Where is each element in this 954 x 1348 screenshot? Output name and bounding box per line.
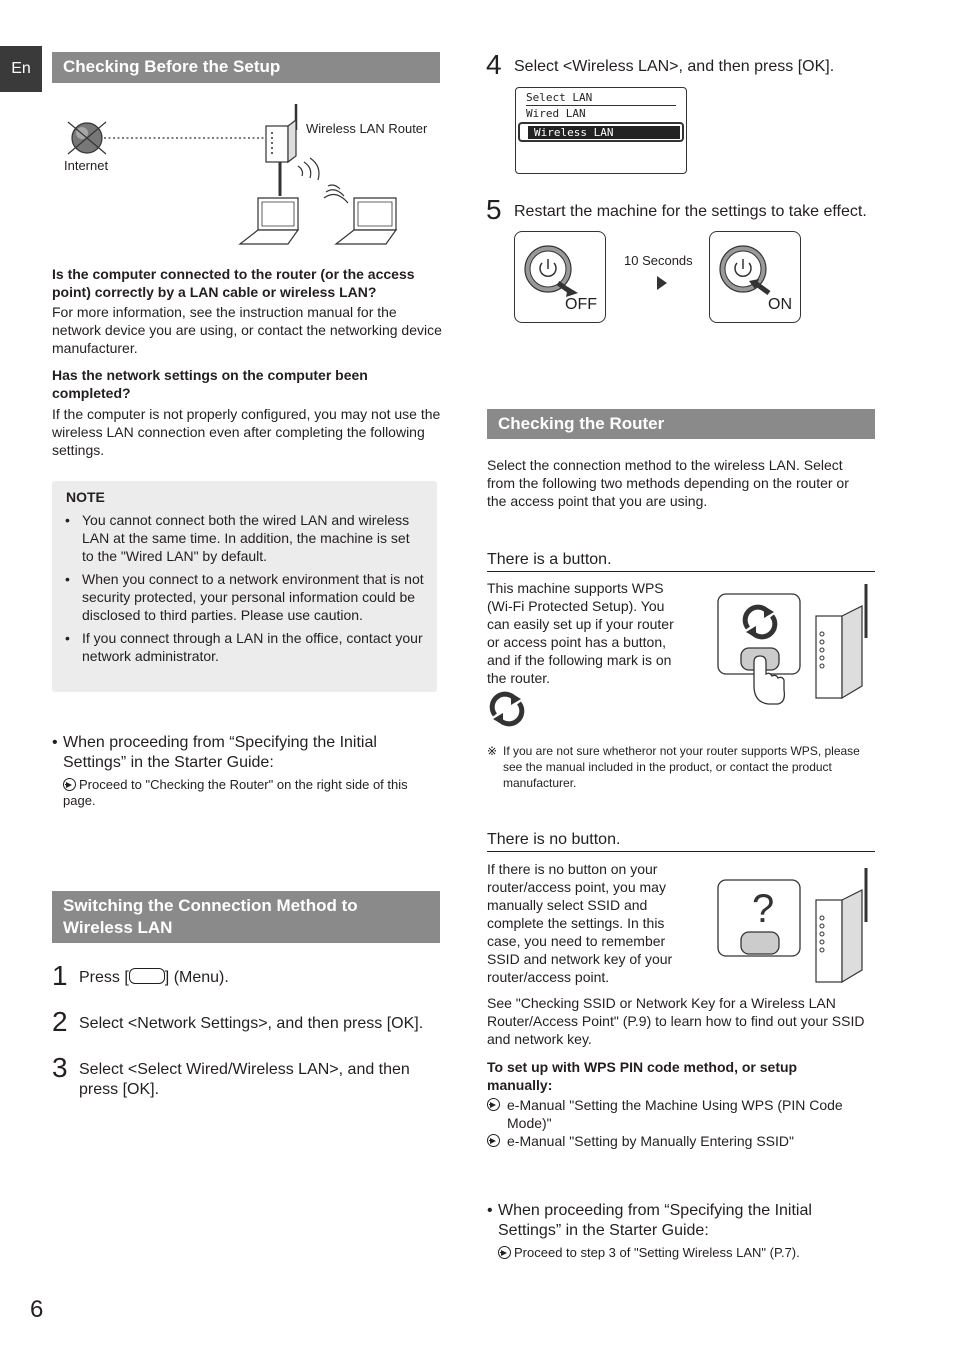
- internet-label: Internet: [64, 158, 109, 173]
- subheading-there-is-no-button: There is no button.: [487, 830, 875, 852]
- emanual-ref-1[interactable]: [487, 1096, 867, 1132]
- router-intro: Select the connection method to the wireless LAN. Select from the following two methods depending on the router or the access point that you are using.: [487, 457, 849, 509]
- wait-label: 10 Seconds: [624, 253, 693, 268]
- note-item: • When you connect to a network environment that is not security protected, your personal information could be disclosed to third parties. Please use caution.: [82, 570, 425, 624]
- no-button-text: If there is no button on your router/access point, you may manually select SSID and complete the settings. In this case, you need to remember SSID and network key of your router/access point.: [487, 861, 673, 985]
- proceed-ref-right-text: Proceed to step 3 of "Setting Wireless LAN" (P.7).: [514, 1245, 800, 1260]
- arrow-right-circle-icon: [498, 1246, 511, 1259]
- laptop-icon: [336, 198, 396, 244]
- lcd-title: Select LAN: [526, 90, 676, 106]
- lcd-screen: [515, 87, 687, 174]
- note-mark: ※: [487, 744, 498, 758]
- step-2-text: Select <Network Settings>, and then press [OK].: [79, 1015, 424, 1032]
- step-number: 3: [52, 1052, 68, 1083]
- wps-router-illustration: [712, 582, 878, 708]
- arrow-right-circle-icon: [487, 1134, 500, 1147]
- off-label: OFF: [565, 296, 597, 313]
- wps-note: If you are not sure whetheror not your router supports WPS, please see the manual included in the product, or contact the product manufacturer.: [503, 744, 860, 790]
- section-title-switching-connection: Switching the Connection Method to Wireless LAN: [52, 891, 440, 943]
- proceed-ref-left[interactable]: [63, 777, 433, 809]
- proceed-ref-right[interactable]: [498, 1245, 868, 1261]
- note-item: • You cannot connect both the wired LAN and wireless LAN at the same time. In addition, the machine is set to the "Wired LAN" by default.: [82, 511, 425, 565]
- page-number: 6: [30, 1296, 44, 1323]
- step-1-text: [79, 968, 439, 988]
- power-off-illustration: [514, 231, 606, 323]
- language-tab: En: [0, 46, 42, 92]
- note-list: [52, 511, 437, 670]
- menu-key-icon: [129, 968, 165, 984]
- router-label: Wireless LAN Router: [306, 121, 428, 136]
- lcd-item-wired: Wired LAN: [526, 107, 586, 120]
- question-2: Has the network settings on the computer been completed?: [52, 367, 368, 401]
- step-number: 5: [486, 194, 502, 225]
- note-title: NOTE: [66, 489, 105, 505]
- step-number: 1: [52, 960, 68, 991]
- question-mark-icon: ?: [752, 887, 775, 931]
- proceed-bullet-left: When proceeding from “Specifying the Initial Settings” in the Starter Guide:: [63, 734, 377, 771]
- arrow-right-icon: [657, 276, 667, 290]
- step-4-text: Select <Wireless LAN>, and then press [OK].: [514, 58, 835, 75]
- arrow-right-circle-icon: [487, 1098, 500, 1111]
- bullet-dot: •: [52, 734, 58, 751]
- step-5-text: Restart the machine for the settings to take effect.: [514, 203, 867, 220]
- question-1: Is the computer connected to the router (or the access point) correctly by a LAN cable or wireless LAN?: [52, 266, 415, 300]
- step-number: 2: [52, 1006, 68, 1037]
- button-text: This machine supports WPS (Wi-Fi Protected Setup). You can easily set up if your router or access point has a button, and if the following mark is on the router.: [487, 580, 674, 686]
- on-label: ON: [768, 296, 792, 313]
- step-1-pre: Press [: [79, 969, 129, 986]
- emanual-ref-1-text: e-Manual "Setting the Machine Using WPS (PIN Code Mode)": [507, 1097, 843, 1131]
- wps-mark-icon: [487, 688, 527, 730]
- section-title-checking-router: Checking the Router: [487, 409, 875, 439]
- answer-2: If the computer is not properly configured, you may not use the wireless LAN connection even after completing the following settings.: [52, 406, 441, 458]
- note-box: [52, 481, 437, 692]
- wps-pin-heading: To set up with WPS PIN code method, or setup manually:: [487, 1059, 798, 1093]
- step-3-text: Select <Select Wired/Wireless LAN>, and then press [OK].: [79, 1061, 410, 1098]
- step-number: 4: [486, 49, 502, 80]
- power-on-illustration: [709, 231, 801, 323]
- emanual-ref-2[interactable]: [487, 1132, 867, 1150]
- arrow-right-circle-icon: [63, 778, 76, 791]
- note-item: • If you connect through a LAN in the office, contact your network administrator.: [82, 629, 425, 665]
- wifi-waves-icon: [298, 158, 319, 180]
- section-title-checking-before-setup: Checking Before the Setup: [52, 52, 440, 83]
- proceed-bullet-right: When proceeding from “Specifying the Initial Settings” in the Starter Guide:: [498, 1202, 812, 1239]
- answer-1: For more information, see the instruction manual for the network device you are using, or contact the networking device manufacturer.: [52, 304, 442, 356]
- emanual-ref-2-text: e-Manual "Setting by Manually Entering SSID": [507, 1133, 794, 1149]
- wireless-router-icon: [266, 104, 296, 162]
- bullet-dot: •: [487, 1202, 493, 1219]
- step-1-post: ] (Menu).: [164, 969, 229, 986]
- no-button-router-illustration: [712, 866, 878, 986]
- see-ssid-text: See "Checking SSID or Network Key for a Wireless LAN Router/Access Point" (P.9) to learn how to find out your SSID and network key.: [487, 995, 865, 1047]
- laptop-icon: [240, 198, 298, 244]
- internet-globe-icon: [68, 122, 106, 154]
- subheading-there-is-a-button: There is a button.: [487, 550, 875, 572]
- proceed-ref-left-text: Proceed to "Checking the Router" on the right side of this page.: [63, 777, 408, 808]
- lcd-item-wireless: Wireless LAN: [528, 126, 680, 139]
- lcd-selected-item: [518, 122, 684, 142]
